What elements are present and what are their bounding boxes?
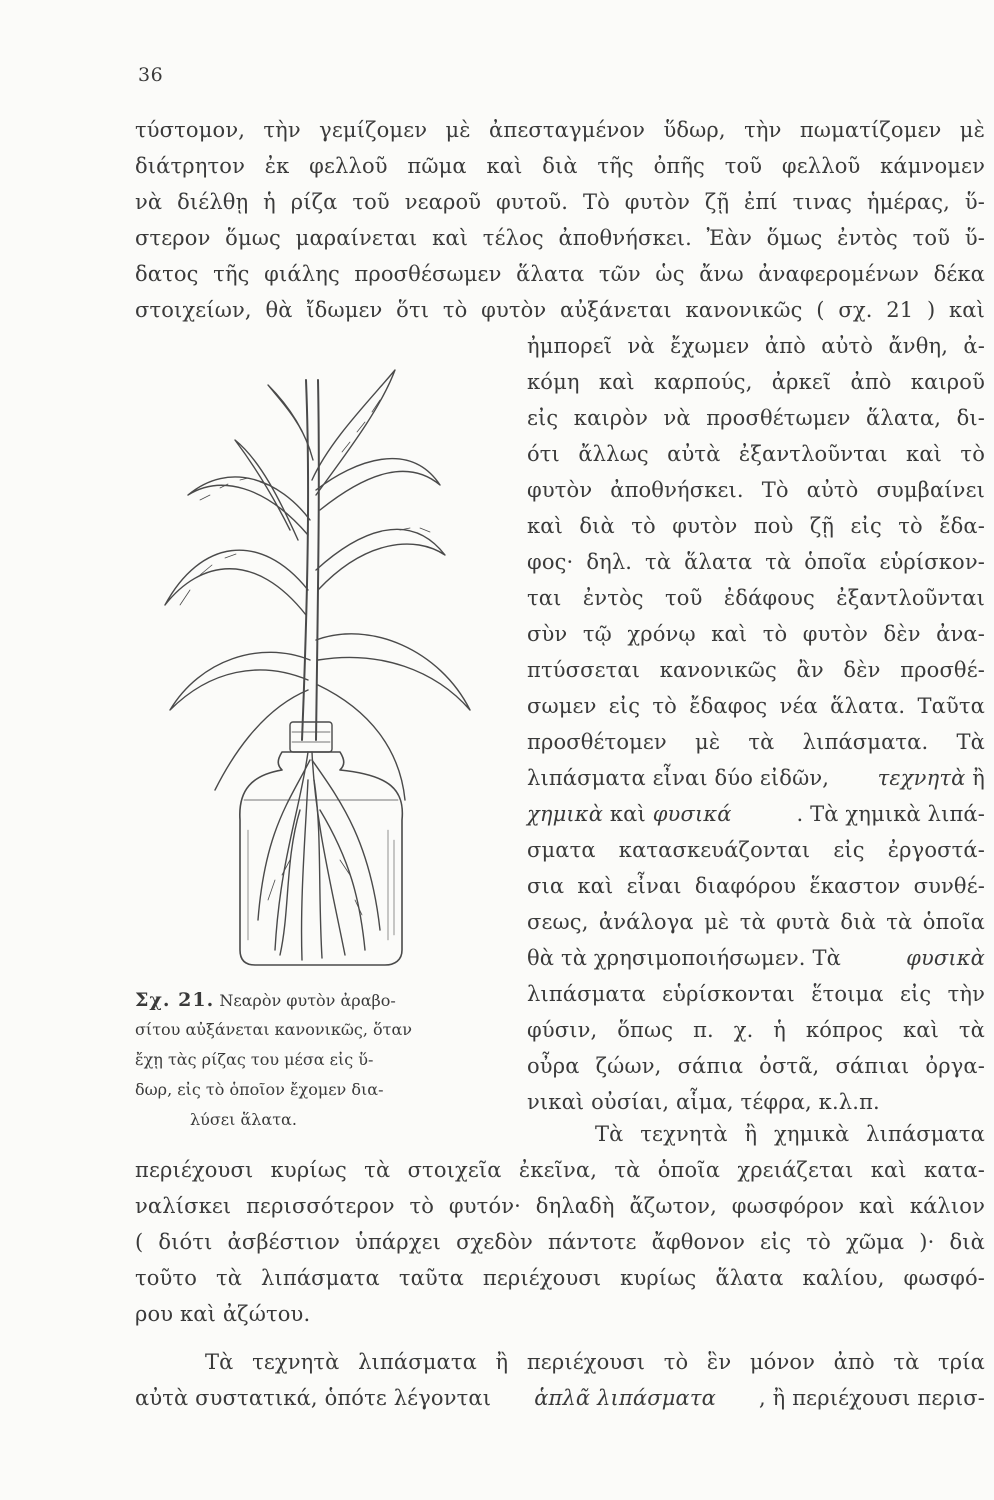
column-text-line (527, 944, 985, 972)
caption-text: Νεαρὸν φυτὸν ἀραβο- (219, 991, 396, 1010)
column-text-line: σματα κατασκευάζονται εἰς ἐργοστά- (527, 838, 985, 862)
body-text-line: ρου καὶ ἀζώτου. (135, 1302, 311, 1326)
column-text-line (527, 764, 985, 792)
term-synthetic: τεχνητὰ (877, 766, 966, 790)
text-run: θὰ τὰ χρησιμοποιήσωμεν. Τὰ (527, 946, 841, 970)
column-text-line: κόμη καὶ καρπούς, ἀρκεῖ ἀπὸ καιροῦ (527, 370, 985, 394)
term-natural: φυσικὰ (906, 946, 985, 970)
figure-caption-line: σίτου αὐξάνεται κανονικῶς, ὅταν (135, 1020, 413, 1039)
body-text-line: δατος τῆς φιάλης προσθέσωμεν ἅλατα τῶν ὡς ἄνω ἀναφερομένων δέκα (135, 262, 985, 286)
term-simple-fertilizers: ἁπλᾶ λιπάσματα (534, 1386, 716, 1410)
column-text-line: οὖρα ζώων, σάπια ὀστᾶ, σάπιαι ὀργα- (527, 1054, 985, 1078)
column-text-line: ται ἐντὸς τοῦ ἐδάφους ἐξαντλοῦνται (527, 586, 985, 610)
text-run: καὶ (603, 802, 653, 826)
body-text-line: νὰ διέλθῃ ἡ ρίζα τοῦ νεαροῦ φυτοῦ. Τὸ φυτὸν ζῇ ἐπί τινας ἡμέρας, ὕ- (135, 190, 985, 214)
column-text-line: πτύσσεται κανονικῶς ἂν δὲν προσθέ- (527, 658, 985, 682)
body-text-line (135, 1384, 985, 1412)
body-text-line: στοιχείων, θὰ ἴδωμεν ὅτι τὸ φυτὸν αὐξάνεται κανονικῶς ( σχ. 21 ) καὶ (135, 298, 985, 322)
figure-21-illustration (140, 360, 520, 985)
figure-caption-line (135, 986, 515, 1015)
column-text-line: φος· δηλ. τὰ ἅλατα τὰ ὁποῖα εὑρίσκον- (527, 550, 985, 574)
column-text-line: προσθέτομεν μὲ τὰ λιπάσματα. Τὰ (527, 730, 985, 754)
column-text-line: καὶ διὰ τὸ φυτὸν ποὺ ζῇ εἰς τὸ ἔδα- (527, 514, 985, 538)
column-text-line: φυτὸν ἀποθνήσκει. Τὸ αὐτὸ συμβαίνει (527, 478, 985, 502)
body-text-line: τοῦτο τὰ λιπάσματα ταῦτα περιέχουσι κυρίως ἅλατα καλίου, φωσφό- (135, 1266, 985, 1290)
page-number: 36 (138, 64, 164, 86)
text-run: ἢ (965, 766, 985, 790)
text-run: αὐτὰ συστατικά, ὁπότε λέγονται (135, 1386, 492, 1410)
term-natural: φυσικά (652, 802, 732, 826)
text-run: . Τὰ χημικὰ λιπά- (796, 802, 985, 826)
column-text-line: σεως, ἀνάλογα μὲ τὰ φυτὰ διὰ τὰ ὁποῖα (527, 910, 985, 934)
text-run: , ἢ περιέχουσι περισ- (759, 1386, 985, 1410)
figure-label: Σχ. 21. (135, 989, 215, 1011)
body-text-line: στερον ὅμως μαραίνεται καὶ τέλος ἀποθνήσκει. Ἐὰν ὅμως ἐντὸς τοῦ ὕ- (135, 226, 985, 250)
column-text-line: σὺν τῷ χρόνῳ καὶ τὸ φυτὸν δὲν ἀνα- (527, 622, 985, 646)
column-text-line: ἠμπορεῖ νὰ ἔχωμεν ἀπὸ αὐτὸ ἄνθη, ἀ- (527, 334, 985, 358)
column-text-line (527, 800, 985, 828)
column-text-line: εἰς καιρὸν νὰ προσθέτωμεν ἅλατα, δι- (527, 406, 985, 430)
body-text-line: περιέχουσι κυρίως τὰ στοιχεῖα ἐκεῖνα, τὰ ὁποῖα χρειάζεται καὶ κατα- (135, 1158, 985, 1182)
column-text-line: φύσιν, ὅπως π. χ. ἡ κόπρος καὶ τὰ (527, 1018, 985, 1042)
text-run: λιπάσματα εἶναι δύο εἰδῶν, (527, 766, 830, 790)
column-text-line: ότι ἄλλως αὐτὰ ἐξαντλοῦνται καὶ τὸ (527, 442, 985, 466)
term-chemical: χημικὰ (527, 802, 604, 826)
body-text-line: τύστομον, τὴν γεμίζομεν μὲ ἀπεσταγμένον ὕδωρ, τὴν πωματίζομεν μὲ (135, 118, 985, 142)
figure-caption-line: δωρ, εἰς τὸ ὁποῖον ἔχομεν δια- (135, 1080, 384, 1099)
column-text-line: σια καὶ εἶναι διαφόρου ἕκαστον συνθέ- (527, 874, 985, 898)
column-text-line: νικαὶ οὐσίαι, αἷμα, τέφρα, κ.λ.π. (527, 1090, 880, 1114)
figure-caption-line: ἔχῃ τὰς ρίζας του μέσα εἰς ὕ- (135, 1050, 374, 1069)
body-text-line: διάτρητον ἐκ φελλοῦ πῶμα καὶ διὰ τῆς ὀπῆς τοῦ φελλοῦ κάμνομεν (135, 154, 985, 178)
body-text-line: ( διότι ἀσβέστιον ὑπάρχει σχεδὸν πάντοτε ἄφθονον εἰς τὸ χῶμα )· διὰ (135, 1230, 985, 1254)
body-text-line: Τὰ τεχνητὰ λιπάσματα ἢ περιέχουσι τὸ ἓν μόνον ἀπὸ τὰ τρία (205, 1350, 985, 1374)
body-text-line: ναλίσκει περισσότερον τὸ φυτόν· δηλαδὴ ἄζωτον, φωσφόρον καὶ κάλιον (135, 1194, 985, 1218)
figure-caption-line: λύσει ἅλατα. (190, 1110, 297, 1129)
column-text-line: λιπάσματα εὑρίσκονται ἕτοιμα εἰς τὴν (527, 982, 985, 1006)
body-text-line: Τὰ τεχνητὰ ἢ χημικὰ λιπάσματα (595, 1122, 985, 1146)
column-text-line: σωμεν εἰς τὸ ἔδαφος νέα ἅλατα. Ταῦτα (527, 694, 985, 718)
